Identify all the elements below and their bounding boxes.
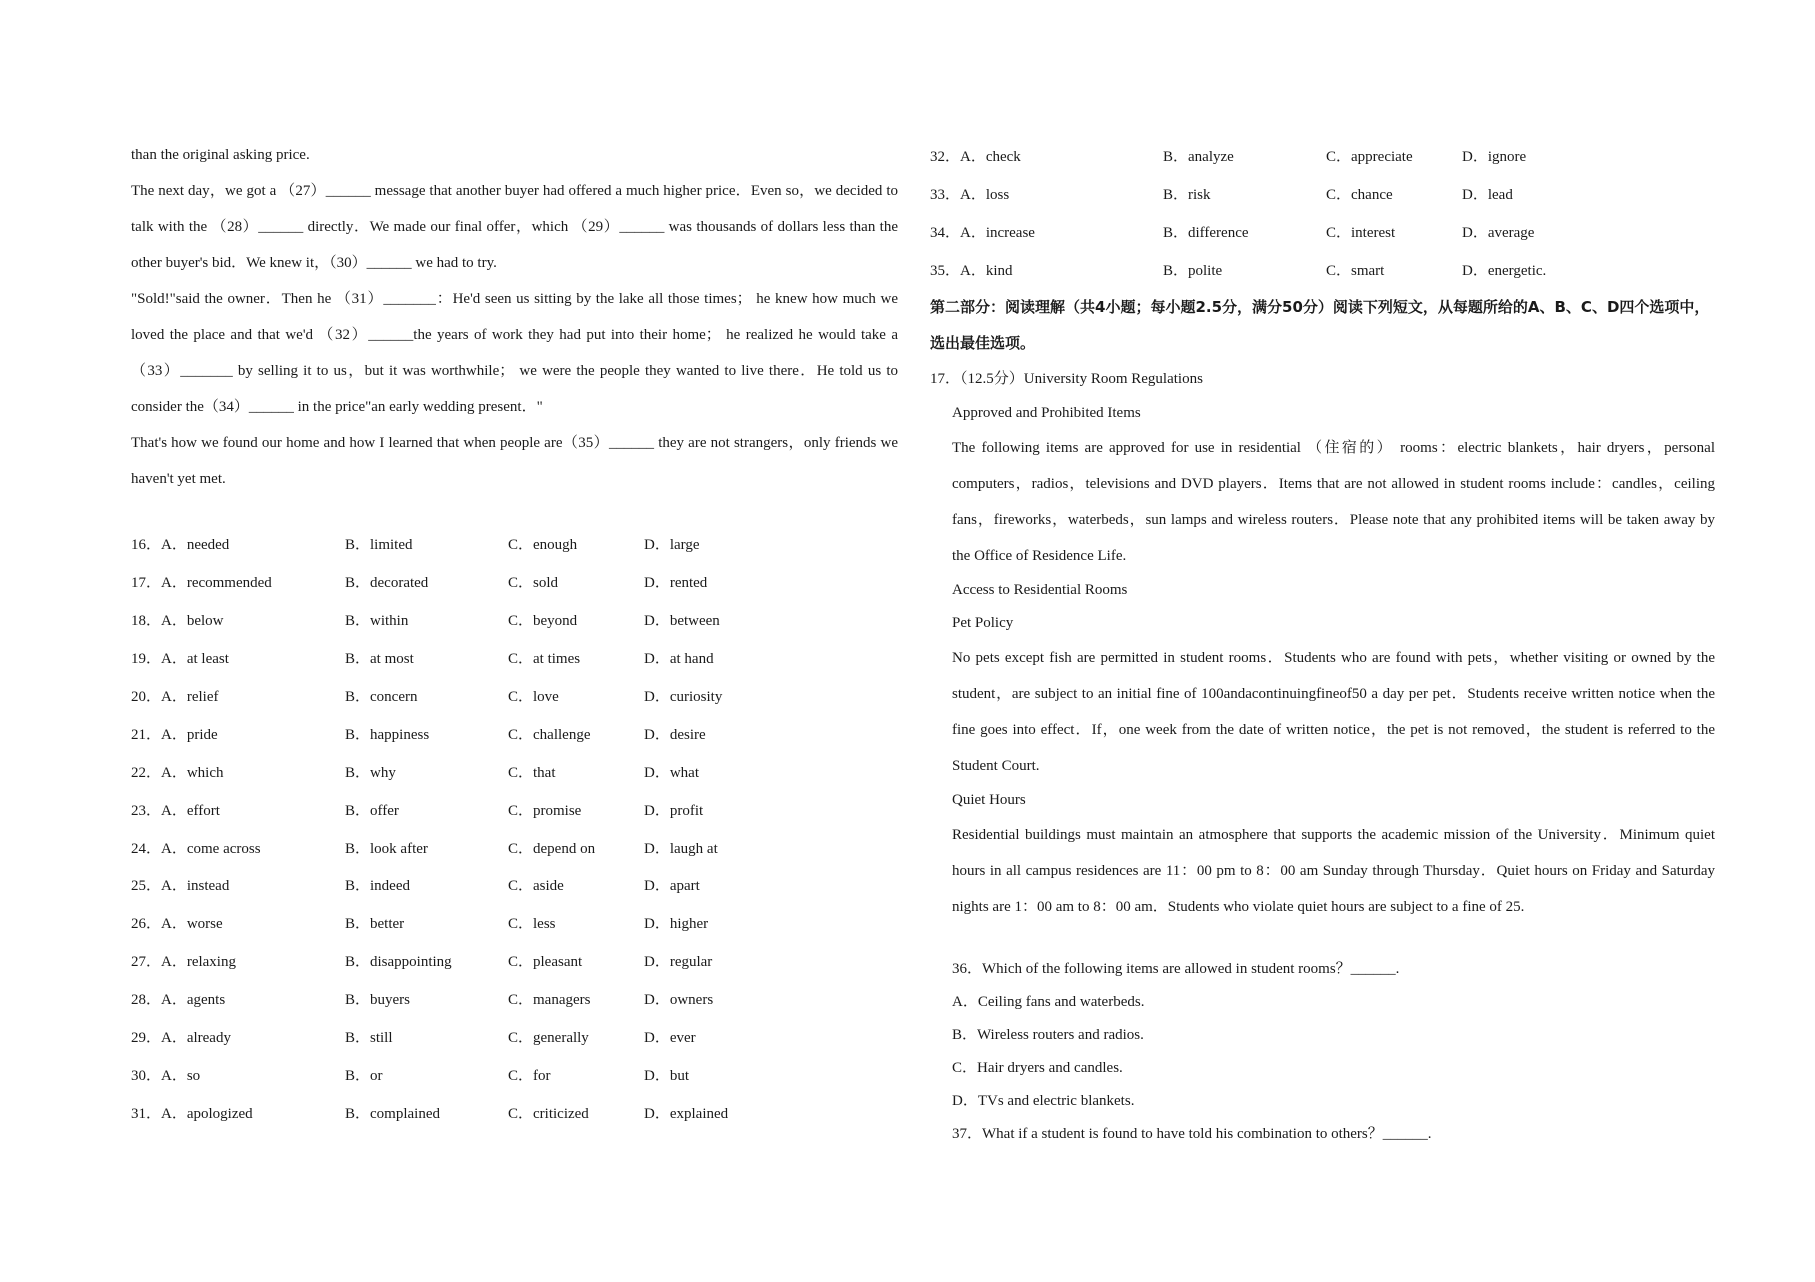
option-b: B．difference [1163,225,1249,242]
option-a: 18．A．below [131,613,224,630]
right-column [930,137,1715,1151]
subheading: Quiet Hours [952,791,1026,808]
option-row [930,251,1715,289]
option-a: 16．A．needed [131,537,230,554]
option-c: C．appreciate [1326,149,1413,166]
option-d: D．ignore [1462,149,1527,166]
option-d: D．average [1462,225,1535,242]
option-row [131,563,898,601]
option-d: D．higher [644,916,709,933]
option-a: 20．A．relief [131,689,219,705]
option-b: B．or [345,1067,383,1084]
option-d: D．curiosity [644,689,723,705]
question-header: 17．（12.5分）University Room Regulations [930,370,1203,387]
subheading: Access to Residential Rooms [952,581,1128,598]
option-a: 24．A．come across [131,840,261,857]
option-b: B．disappointing [345,954,452,971]
regulation-paragraph: No pets except fish are permitted in student rooms．Students who are found with pets，whether visiting or owned by the student，are subject to an initial fine of 100andacontinuingfineof50 a day per pet．Students receive written notice when the fine goes into effect．If，one week from the date of written notice，the pet is not removed，the student is referred to the Student Court. [952,649,1715,774]
option-b: B．concern [345,689,418,705]
option-a: 17．A．recommended [131,575,272,592]
choice-a: A．Ceiling fans and waterbeds. [952,993,1145,1010]
option-row [930,213,1715,251]
option-a: 31．A．apologized [131,1105,253,1122]
option-b: B．happiness [345,726,430,743]
passage-paragraph: "Sold!"said the owner．Then he （31）_______：He'd seen us sitting by the lake all those times； he knew how much we loved the place and that we'd （32）______the years of work they had put into their home； he realized he would take a （33）_______ by selling it to us，but it was worthwhile； we were the people they wanted to live there．He told us to consider the（34）______ in the price"an early wedding present．" [131,291,898,415]
choice-b: B．Wireless routers and radios. [952,1026,1144,1043]
option-b: B．offer [345,802,399,819]
option-d: D．explained [644,1105,729,1122]
option-row [131,714,898,752]
option-a: 25．A．instead [131,878,230,895]
option-row [131,1055,898,1093]
option-row [131,639,898,677]
option-a: 21．A．pride [131,726,218,743]
option-row [131,980,898,1018]
option-c: C．that [508,764,556,781]
option-d: D．apart [644,878,700,895]
option-a: 32．A．check [930,149,1021,166]
option-row [131,904,898,942]
option-b: B．at most [345,651,414,668]
option-a: 28．A．agents [131,992,226,1009]
cloze-options-list [131,525,898,1131]
option-a: 26．A．worse [131,916,223,933]
passage-paragraph: That's how we found our home and how I learned that when people are（35）______ they are not strangers，only friends we haven't yet met. [131,435,898,487]
option-d: D．profit [644,802,704,819]
option-c: C．chance [1326,187,1393,204]
option-d: D．ever [644,1030,696,1047]
option-c: C．beyond [508,613,578,630]
option-b: B．analyze [1163,149,1234,166]
option-row [131,942,898,980]
option-row [131,677,898,715]
option-row [131,828,898,866]
option-a: 30．A．so [131,1067,201,1084]
choice-d: D．TVs and electric blankets. [952,1092,1135,1109]
option-d: D．laugh at [644,840,718,857]
option-a: 33．A．loss [930,187,1010,204]
option-a: 29．A．already [131,1030,231,1047]
option-row [131,1093,898,1131]
option-row [930,175,1715,213]
option-b: B．why [345,764,396,781]
option-a: 35．A．kind [930,263,1013,280]
option-d: D．energetic. [1462,263,1547,280]
option-d: D．owners [644,992,714,1009]
option-c: C．love [508,689,559,705]
option-c: C．smart [1326,263,1385,280]
option-a: 23．A．effort [131,802,220,819]
passage-paragraph: than the original asking price. [131,147,310,163]
passage-paragraph: The next day，we got a （27）______ message that another buyer had offered a much higher price．Even so，we decided to talk with the （28）______ directly．We made our final offer，which （29）______ was thousands of dollars less than the other buyer's bid．We knew it，（30）______ we had to try. [131,183,898,271]
option-b: B．decorated [345,575,429,592]
option-c: C．generally [508,1030,589,1047]
option-c: C．criticized [508,1105,589,1122]
option-row [131,790,898,828]
regulation-paragraph: Residential buildings must maintain an atmosphere that supports the academic mission of the University．Minimum quiet hours in all campus residences are 11：00 pm to 8：00 am Sunday through Thursday．Quiet hours on Friday and Saturday nights are 1：00 am to 8：00 am．Students who violate quiet hours are subject to a fine of 25. [952,826,1715,915]
option-b: B．risk [1163,187,1211,204]
option-b: B．indeed [345,878,410,895]
option-a: 34．A．increase [930,225,1035,242]
option-row [131,752,898,790]
option-b: B．polite [1163,263,1223,280]
section-title: 第二部分：阅读理解（共4小题；每小题2.5分，满分50分）阅读下列短文，从每题所给的A、B、C、D四个选项中，选出最佳选项。 [930,297,1710,352]
option-d: D．but [644,1067,690,1084]
left-column [131,137,898,1131]
option-d: D．at hand [644,651,714,668]
option-a: 27．A．relaxing [131,954,236,971]
option-c: C．enough [508,537,578,554]
cloze-options-list [930,137,1715,289]
option-d: D．regular [644,954,713,971]
option-b: B．buyers [345,992,410,1009]
subheading: Approved and Prohibited Items [952,404,1141,421]
option-d: D．lead [1462,187,1513,204]
option-b: B．limited [345,537,413,554]
option-a: 19．A．at least [131,651,229,668]
option-d: D．what [644,764,699,781]
choice-c: C．Hair dryers and candles. [952,1059,1123,1076]
option-c: C．pleasant [508,954,583,971]
option-d: D．rented [644,575,708,592]
question-36: 36．Which of the following items are allowed in student rooms？______. [952,960,1400,977]
option-row [930,137,1715,175]
option-c: C．depend on [508,840,596,857]
option-row [131,601,898,639]
option-a: 22．A．which [131,764,224,781]
question-37: 37．What if a student is found to have told his combination to others？______. [952,1125,1432,1142]
option-row [131,1018,898,1056]
option-d: D．desire [644,726,706,743]
option-d: D．large [644,537,700,554]
subheading: Pet Policy [952,614,1014,631]
option-c: C．sold [508,575,559,592]
option-b: B．still [345,1030,393,1047]
option-c: C．less [508,916,556,933]
option-c: C．aside [508,878,564,895]
option-c: C．promise [508,802,582,819]
option-b: B．complained [345,1105,440,1122]
option-b: B．look after [345,840,428,857]
regulation-paragraph: The following items are approved for use in residential （住宿的） rooms：electric blankets，hair dryers，personal computers，radios，televisions and DVD players．Items that are not allowed in student rooms include：candles，ceiling fans，fireworks，waterbeds，sun lamps and wireless routers．Please note that any prohibited items will be taken away by the Office of Residence Life. [952,439,1715,564]
option-c: C．for [508,1067,551,1084]
option-b: B．better [345,916,405,933]
option-c: C．interest [1326,225,1396,242]
option-row [131,866,898,904]
option-row [131,525,898,563]
option-c: C．challenge [508,726,591,743]
option-c: C．managers [508,992,591,1009]
option-b: B．within [345,613,409,630]
option-d: D．between [644,613,720,630]
option-c: C．at times [508,651,581,668]
